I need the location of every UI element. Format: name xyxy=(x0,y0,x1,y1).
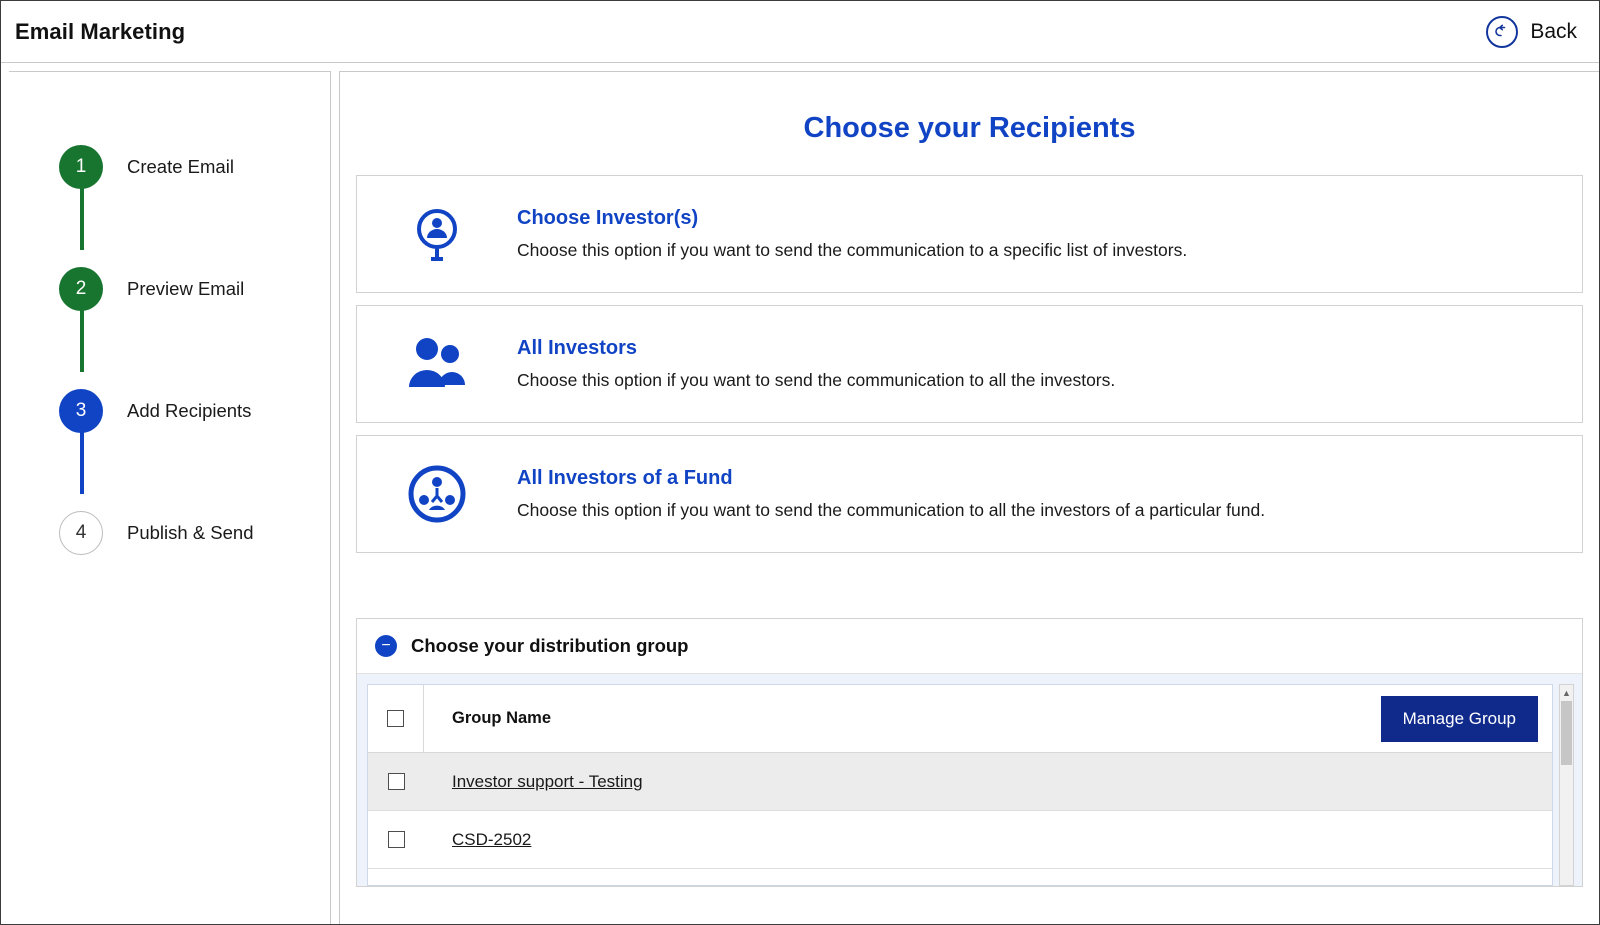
scrollbar-thumb[interactable] xyxy=(1561,701,1572,765)
sidebar-item-create-email[interactable] xyxy=(9,106,330,228)
select-all-cell[interactable] xyxy=(368,685,424,752)
wizard-sidebar xyxy=(9,71,331,925)
sidebar-item-preview-email[interactable] xyxy=(9,228,330,350)
option-3-desc: Choose this option if you want to send the communication to all the investors of a particular fund. xyxy=(517,500,1266,520)
back-label: Back xyxy=(1530,19,1577,43)
group-table-header xyxy=(368,685,1552,753)
row-checkbox[interactable] xyxy=(388,831,405,848)
option-1-desc: Choose this option if you want to send the communication to a specific list of investors. xyxy=(517,240,1188,260)
page-title: Email Marketing xyxy=(15,18,186,44)
step-number-4: 4 xyxy=(59,511,103,555)
row-checkbox-cell[interactable] xyxy=(368,753,424,810)
sidebar-item-publish-send[interactable] xyxy=(9,472,330,594)
option-2-desc: Choose this option if you want to send the communication to all the investors. xyxy=(517,370,1116,390)
step-label-1: Create Email xyxy=(127,156,234,177)
group-name-link[interactable]: CSD-2502 xyxy=(452,829,532,849)
sidebar-item-add-recipients[interactable] xyxy=(9,350,330,472)
group-table xyxy=(367,684,1553,886)
group-name-link[interactable]: Investor support - Testing xyxy=(452,771,643,791)
column-header-group-name: Group Name xyxy=(452,709,552,727)
option-3-title: All Investors of a Fund xyxy=(517,467,733,489)
distribution-group-body xyxy=(357,674,1582,886)
step-list xyxy=(9,72,330,594)
option-3-text xyxy=(517,467,1289,521)
distribution-group-title: Choose your distribution group xyxy=(411,635,689,656)
single-investor-icon xyxy=(357,203,517,265)
app-header xyxy=(1,1,1599,63)
fund-circle-people-icon xyxy=(357,462,517,526)
main-content xyxy=(339,71,1599,925)
distribution-group-header[interactable] xyxy=(357,619,1582,674)
option-2-title: All Investors xyxy=(517,337,638,359)
step-label-3: Add Recipients xyxy=(127,400,252,421)
option-2-text xyxy=(517,337,1139,391)
option-all-investors-of-fund[interactable] xyxy=(356,435,1583,553)
step-label-4: Publish & Send xyxy=(127,522,254,543)
manage-group-button[interactable]: Manage Group xyxy=(1381,696,1538,742)
app-body xyxy=(1,63,1599,925)
row-checkbox-cell[interactable] xyxy=(368,811,424,868)
table-row[interactable] xyxy=(368,753,1552,811)
step-number-3: 3 xyxy=(59,389,103,433)
select-all-checkbox[interactable] xyxy=(387,710,404,727)
step-number-1: 1 xyxy=(59,145,103,189)
option-1-text xyxy=(517,207,1211,261)
group-table-scrollbar[interactable] xyxy=(1559,684,1574,886)
distribution-group-panel xyxy=(356,618,1583,887)
scroll-up-icon[interactable]: ▲ xyxy=(1562,687,1571,698)
content-title: Choose your Recipients xyxy=(803,112,1136,144)
step-number-2: 2 xyxy=(59,267,103,311)
option-choose-investors[interactable] xyxy=(356,175,1583,293)
two-people-icon xyxy=(357,335,517,393)
step-label-2: Preview Email xyxy=(127,278,245,299)
back-button[interactable] xyxy=(1486,16,1577,48)
back-circle-arrow-icon xyxy=(1486,16,1518,48)
option-all-investors[interactable] xyxy=(356,305,1583,423)
table-row[interactable] xyxy=(368,811,1552,869)
option-1-title: Choose Investor(s) xyxy=(517,207,699,229)
row-checkbox[interactable] xyxy=(388,773,405,790)
minus-circle-icon[interactable]: − xyxy=(375,635,397,657)
